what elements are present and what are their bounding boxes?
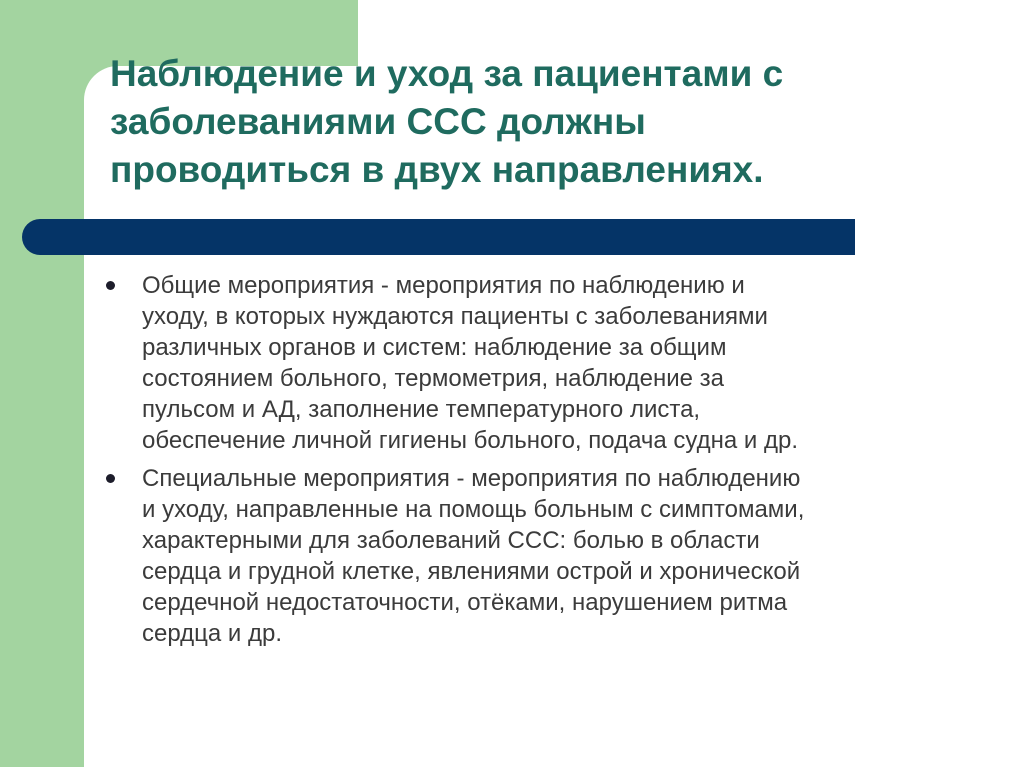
title-line: заболеваниями ССС должны	[110, 101, 646, 142]
bullet-text	[142, 463, 986, 649]
bullet-line: характерными для заболеваний ССС: болью в области	[142, 527, 760, 554]
bullet-line: Специальные мероприятия - мероприятия по наблюдению	[142, 465, 801, 492]
bullet-dot-icon	[106, 474, 115, 483]
bullet-line: сердца и др.	[142, 620, 283, 647]
bullet-list	[106, 270, 986, 656]
bullet-line: сердечной недостаточности, отёками, нарушением ритма	[142, 589, 788, 616]
bullet-line: уходу, в которых нуждаются пациенты с заболеваниями	[142, 303, 768, 330]
slide-title	[110, 50, 990, 194]
bullet-item	[106, 270, 986, 456]
title-line: Наблюдение и уход за пациентами с	[110, 53, 784, 94]
bullet-line: сердца и грудной клетке, явлениями острой и хронической	[142, 558, 801, 585]
bullet-line: состоянием больного, термометрия, наблюдение за	[142, 365, 724, 392]
title-line: проводиться в двух направлениях.	[110, 149, 764, 190]
bullet-line: Общие мероприятия - мероприятия по наблюдению и	[142, 272, 745, 299]
bullet-item	[106, 463, 986, 649]
bullet-line: пульсом и АД, заполнение температурного листа,	[142, 396, 701, 423]
bullet-text	[142, 270, 986, 456]
bullet-dot-icon	[106, 281, 115, 290]
bullet-line: и уходу, направленные на помощь больным с симптомами,	[142, 496, 805, 523]
title-divider-bar	[22, 219, 855, 255]
bullet-line: различных органов и систем: наблюдение за общим	[142, 334, 727, 361]
bullet-line: обеспечение личной гигиены больного, подача судна и др.	[142, 427, 798, 454]
